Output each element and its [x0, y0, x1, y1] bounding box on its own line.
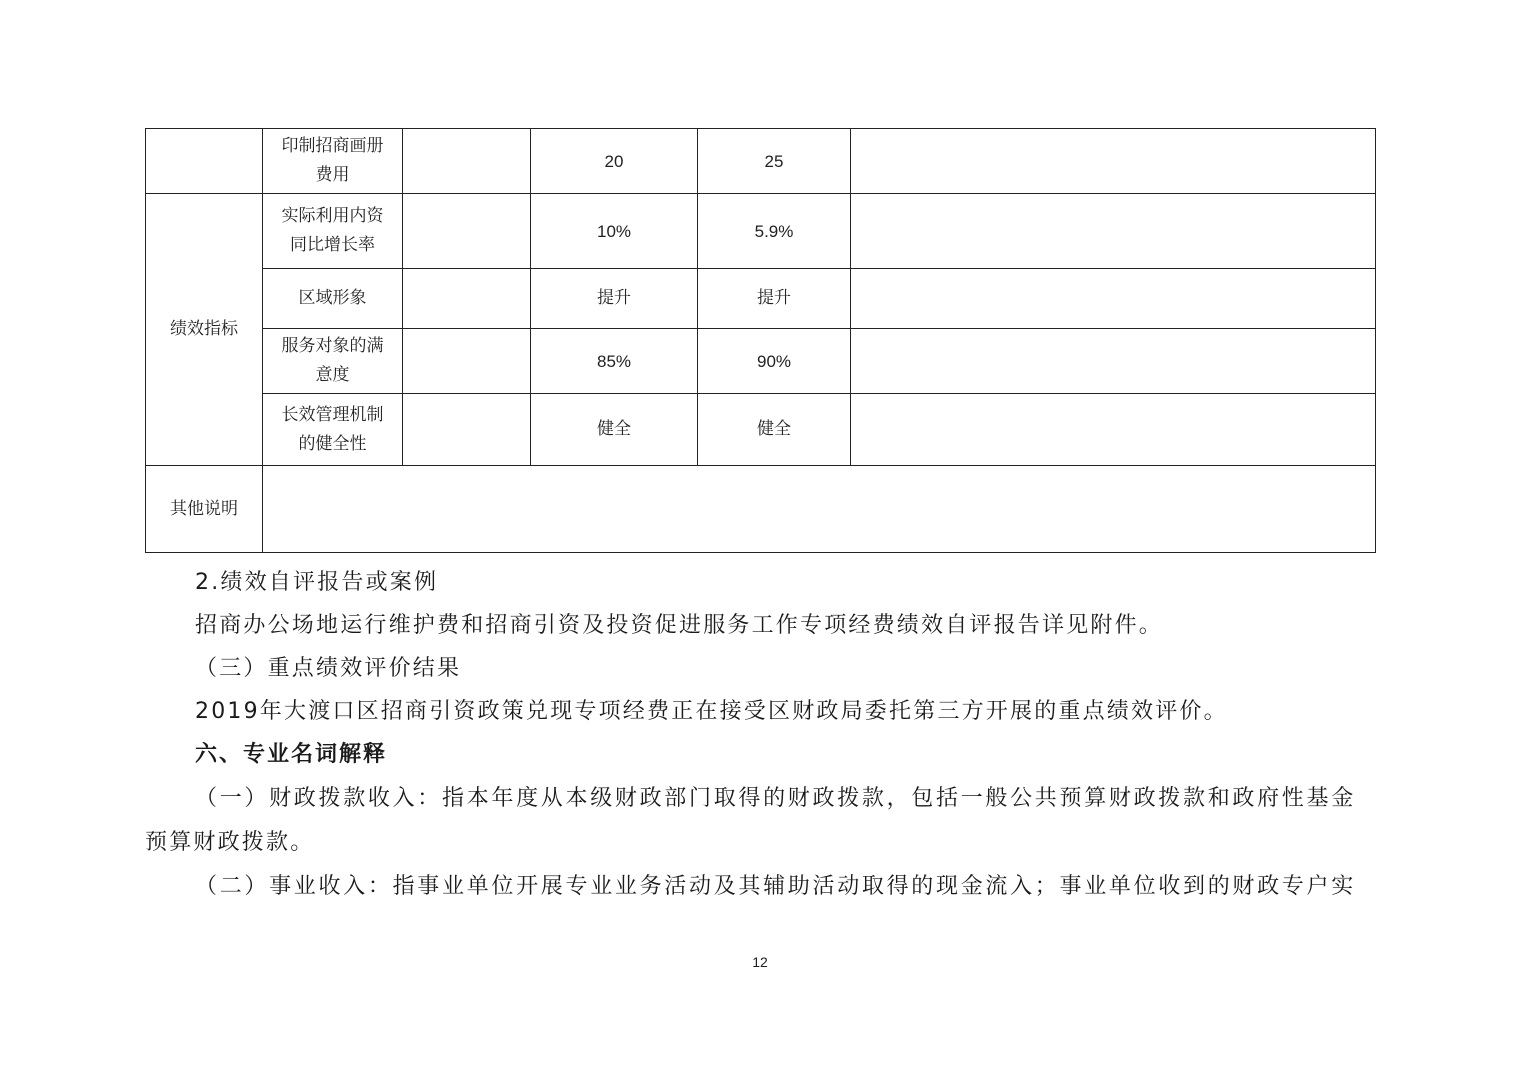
term-2-line-1: （二）事业收入：指事业单位开展专业业务活动及其辅助活动取得的现金流入；事业单位收到的财政专户实	[195, 874, 1356, 899]
actual-value: 提升	[698, 269, 851, 329]
section-2-title: 2.绩效自评报告或案例	[195, 570, 439, 595]
actual-value: 健全	[698, 394, 851, 466]
table-cell	[403, 194, 531, 269]
page-number: 12	[752, 954, 768, 970]
term-1-line-1: （一）财政拨款收入：指本年度从本级财政部门取得的财政拨款，包括一般公共预算财政拨款和政府性基金	[195, 786, 1356, 811]
target-value: 85%	[531, 329, 698, 394]
indicator-name: 服务对象的满意度	[263, 329, 403, 394]
table-cell	[403, 269, 531, 329]
indicator-name: 印制招商画册费用	[263, 129, 403, 194]
section-2-text: 招商办公场地运行维护费和招商引资及投资促进服务工作专项经费绩效自评报告详见附件。	[195, 613, 1164, 638]
table-cell	[403, 394, 531, 466]
other-notes-label: 其他说明	[146, 466, 263, 553]
section-3-title: （三）重点绩效评价结果	[195, 656, 462, 681]
remark-cell	[851, 129, 1376, 194]
table-cell	[146, 129, 263, 194]
remark-cell	[851, 194, 1376, 269]
heading-6: 六、专业名词解释	[195, 742, 388, 767]
table-row	[146, 329, 1376, 394]
remark-cell	[851, 329, 1376, 394]
term-1-line-2: 预算财政拨款。	[145, 830, 315, 855]
category-label: 绩效指标	[146, 194, 263, 466]
table-row	[146, 194, 1376, 269]
other-notes-value	[263, 466, 1376, 553]
table-row	[146, 269, 1376, 329]
table-cell	[403, 129, 531, 194]
target-value: 10%	[531, 194, 698, 269]
target-value: 提升	[531, 269, 698, 329]
target-value: 20	[531, 129, 698, 194]
table-row	[146, 129, 1376, 194]
remark-cell	[851, 394, 1376, 466]
remark-cell	[851, 269, 1376, 329]
target-value: 健全	[531, 394, 698, 466]
performance-table	[145, 128, 1376, 553]
table-row	[146, 394, 1376, 466]
indicator-name: 长效管理机制的健全性	[263, 394, 403, 466]
actual-value: 25	[698, 129, 851, 194]
indicator-name: 区域形象	[263, 269, 403, 329]
actual-value: 5.9%	[698, 194, 851, 269]
table-cell	[403, 329, 531, 394]
section-3-text: 2019年大渡口区招商引资政策兑现专项经费正在接受区财政局委托第三方开展的重点绩效评价。	[195, 699, 1228, 724]
indicator-name: 实际利用内资同比增长率	[263, 194, 403, 269]
actual-value: 90%	[698, 329, 851, 394]
table-row	[146, 466, 1376, 553]
